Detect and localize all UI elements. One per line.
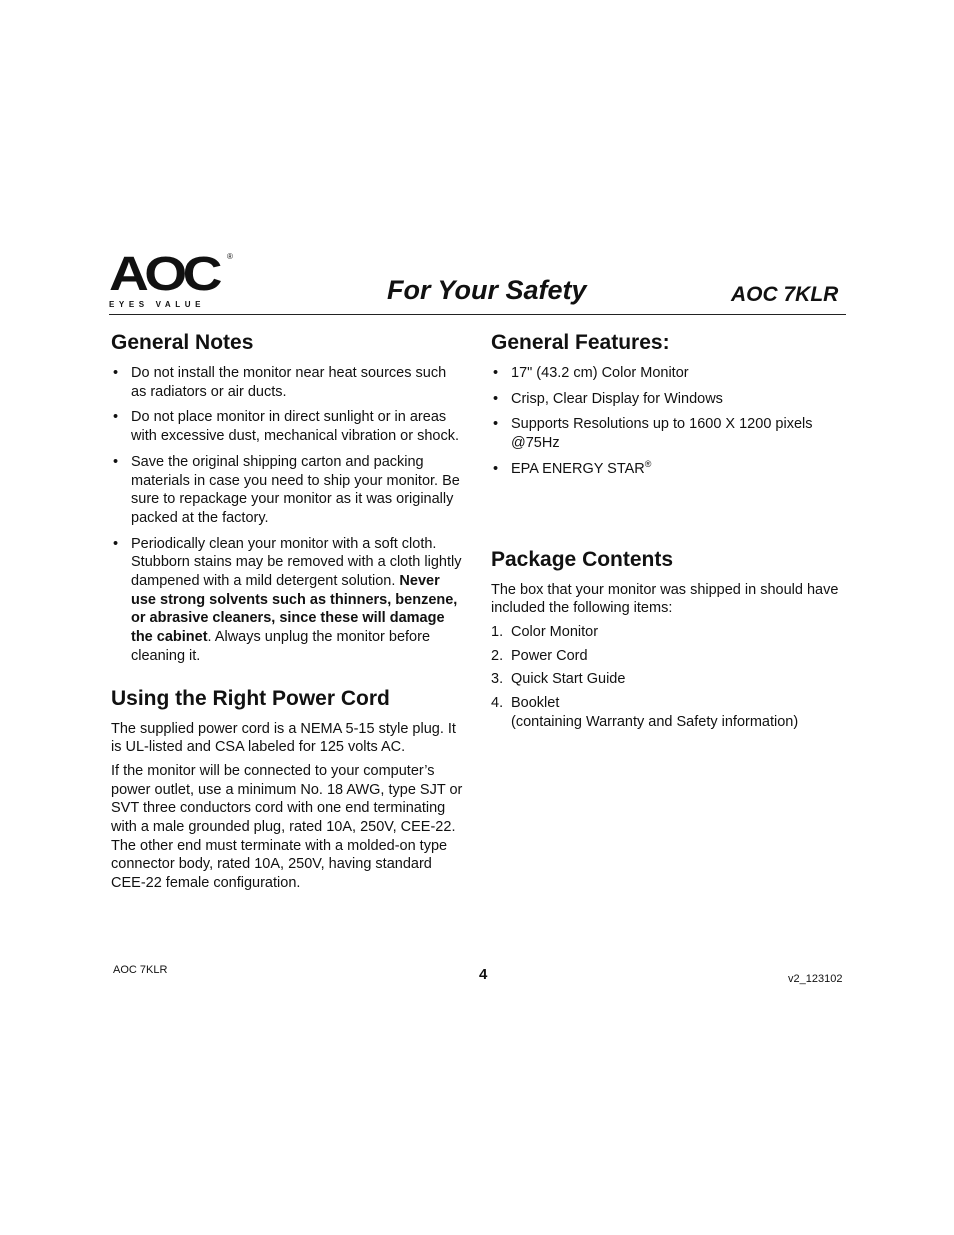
list-item	[491, 670, 841, 689]
bullet: •	[493, 460, 499, 477]
package-contents-section	[491, 547, 841, 732]
footer-model: AOC 7KLR	[113, 964, 168, 976]
list-item-text: Supports Resolutions up to 1600 X 1200 pixels @75Hz	[511, 416, 813, 452]
logo-wordmark: AOC	[109, 248, 218, 301]
package-contents-intro: The box that your monitor was shipped in should have included the following items:	[491, 581, 839, 617]
power-cord-section	[111, 686, 463, 893]
bullet: •	[113, 409, 119, 426]
package-contents-heading: Package Contents	[491, 547, 674, 571]
list-item	[491, 623, 841, 642]
list-item	[111, 453, 463, 528]
list-item	[111, 535, 463, 666]
general-notes-section	[111, 330, 463, 666]
item-number: 1.	[491, 623, 504, 640]
list-item-text: EPA ENERGY STAR	[511, 460, 645, 477]
list-item	[491, 460, 841, 479]
registered-mark: ®	[227, 252, 233, 261]
list-item-text: Quick Start Guide	[511, 671, 626, 688]
list-item	[491, 364, 841, 383]
list-item	[111, 408, 463, 445]
list-item	[111, 364, 463, 401]
bullet: •	[113, 365, 119, 381]
item-number: 2.	[491, 647, 504, 664]
bullet: •	[113, 453, 119, 470]
aoc-logo	[109, 248, 235, 312]
list-item-text: Crisp, Clear Display for Windows	[511, 390, 723, 407]
registered-mark: ®	[644, 458, 652, 469]
package-contents-list	[491, 623, 841, 732]
list-item-text: Power Cord	[511, 647, 588, 664]
model-name: AOC 7KLR	[731, 283, 839, 306]
general-features-heading: General Features:	[491, 331, 670, 354]
list-item	[491, 390, 841, 409]
item-number: 4.	[491, 695, 504, 712]
list-item-text: Booklet	[511, 695, 560, 712]
power-cord-paragraph: The supplied power cord is a NEMA 5-15 style plug. It is UL-listed and CSA labeled for 125 volts AC.	[111, 720, 456, 756]
item-number: 3.	[491, 671, 504, 688]
general-features-section	[491, 330, 841, 479]
general-notes-heading: General Notes	[111, 331, 254, 354]
bullet: •	[493, 416, 499, 433]
power-cord-paragraph: If the monitor will be connected to your computer’s power outlet, use a minimum No. 18 AWG, type SJT or SVT three conductors cord with one end terminating with a male grounded plug, rated 10A, 250V, CEE-22. The other end must terminate with a molded-on type connector body, rated 10A, 250V, having standard CEE-22 female configuration.	[111, 762, 463, 892]
logo-tagline: EYES VALUE	[109, 300, 206, 309]
right-column	[491, 330, 841, 736]
general-features-list	[491, 364, 841, 479]
list-item	[491, 415, 841, 452]
bullet: •	[493, 390, 499, 407]
power-cord-heading: Using the Right Power Cord	[111, 686, 390, 710]
cleaning-warning: Never use strong solvents such as thinners, benzene, or abrasive cleaners, since these will damage the cabinet	[131, 573, 458, 646]
list-item-text: Color Monitor	[511, 623, 599, 640]
list-item-text: Save the original shipping carton and packing materials in case you need to ship your monitor. Be sure to repackage your monitor as it was originally packed at the factory.	[131, 453, 460, 526]
bullet: •	[113, 535, 119, 552]
left-column	[111, 330, 463, 898]
list-item-text: Periodically clean your monitor with a soft cloth. Stubborn stains may be removed with a cloth lightly dampened with a mild detergent solution.	[131, 535, 462, 590]
list-item	[491, 647, 841, 666]
page-number: 4	[479, 966, 488, 983]
header-divider	[109, 314, 846, 315]
list-item-text: Do not place monitor in direct sunlight or in areas with excessive dust, mechanical vibration or shock.	[131, 409, 460, 445]
general-notes-list	[111, 364, 463, 666]
list-item-text: Do not install the monitor near heat sources such as radiators or air ducts.	[131, 365, 447, 400]
list-item-text: . Always unplug the monitor before cleaning it.	[131, 629, 431, 664]
footer-version: v2_123102	[788, 973, 843, 985]
list-item	[491, 694, 841, 731]
list-item-text: 17" (43.2 cm) Color Monitor	[511, 365, 689, 381]
list-item-subtext: (containing Warranty and Safety information)	[511, 713, 799, 730]
page-title: For Your Safety	[387, 275, 587, 305]
bullet: •	[493, 365, 499, 381]
